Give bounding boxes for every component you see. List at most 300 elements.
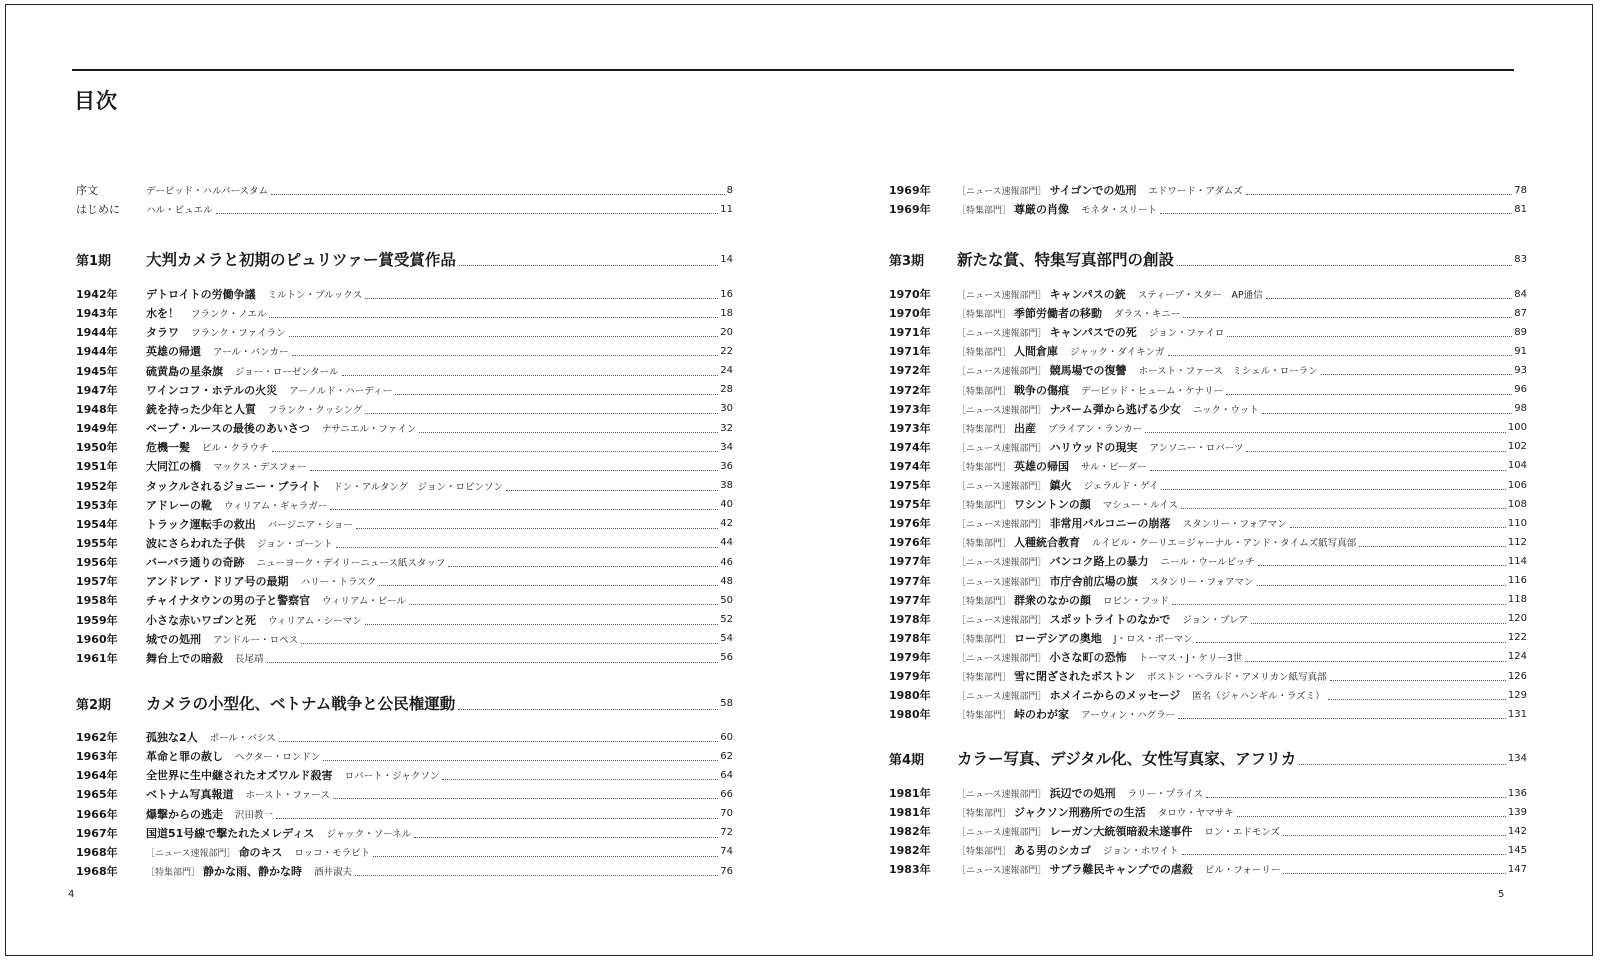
toc-entry (889, 181, 1527, 199)
entry-title: 硫黄島の星条旗 (146, 364, 223, 378)
page-number: 89 (1514, 326, 1527, 338)
entry-text (957, 649, 1242, 665)
dot-leader (1161, 480, 1505, 490)
entry-title: 群衆のなかの顔 (1014, 593, 1092, 607)
entry-text (146, 439, 269, 455)
entry-text (957, 420, 1142, 436)
entry-year: 1968年 (76, 865, 118, 879)
category-tag: ［特集部門］ (957, 424, 1012, 435)
toc-entry (76, 457, 733, 475)
category-tag: ［ニュース速報部門］ (146, 848, 236, 859)
entry-year: 1972年 (889, 364, 931, 378)
entry-year: 1973年 (889, 421, 931, 435)
entry-year: 1982年 (889, 844, 931, 858)
category-tag: ［ニュース速報部門］ (957, 520, 1047, 531)
dot-leader (276, 809, 718, 819)
entry-credit: ホースト・ファース ミシェル・ローラン (1138, 366, 1318, 378)
page-number: 66 (720, 788, 733, 800)
entry-title: サブラ難民キャンプでの虐殺 (1049, 863, 1193, 877)
entry-text (957, 458, 1147, 474)
category-tag: ［特集部門］ (957, 206, 1012, 217)
entry-year: 1950年 (76, 441, 118, 455)
entry-text (957, 785, 1203, 801)
page-number: 11 (720, 203, 733, 215)
entry-year: 1955年 (76, 536, 118, 550)
entry-text (146, 305, 266, 321)
section-title: 新たな賞、特集写真部門の創設 (957, 251, 1175, 269)
dot-leader (310, 461, 719, 471)
entry-credit: ハル・ビュエル (146, 205, 213, 216)
section-label: 第2期 (76, 697, 112, 713)
entry-credit: 沢田教一 (235, 809, 274, 821)
category-tag: ［特集部門］ (957, 386, 1012, 397)
category-tag: ［特集部門］ (957, 501, 1012, 512)
page-number: 20 (720, 326, 733, 338)
section-title: 大判カメラと初期のピュリツァー賞受賞作品 (146, 251, 456, 269)
section-label: 第3期 (889, 253, 925, 269)
front-matter-row (76, 200, 733, 218)
entry-text (957, 592, 1169, 608)
page-number: 54 (720, 633, 733, 645)
entry-year: 1949年 (76, 422, 118, 436)
entry-year: 1953年 (76, 498, 118, 512)
entry-year: 1948年 (76, 402, 118, 416)
dot-leader (1266, 289, 1513, 299)
entry-text (146, 786, 330, 802)
section-heading (889, 247, 1527, 271)
entry-year: 1979年 (889, 670, 931, 683)
entry-title: 静かな雨、静かな時 (203, 865, 303, 879)
entry-title: 舞台上での暗殺 (146, 651, 223, 665)
entry-title: 全世界に生中継されたオズワルド殺害 (146, 769, 333, 783)
dot-leader (1246, 185, 1513, 195)
front-label: はじめに (76, 203, 120, 216)
toc-entry (76, 342, 733, 360)
dot-leader (216, 204, 719, 214)
entry-text (957, 362, 1318, 378)
entry-credit: スタンリー・フォアマン (1149, 576, 1254, 588)
entry-year: 1942年 (76, 288, 118, 301)
entry-title: 人間倉庫 (1014, 345, 1059, 359)
entry-text (957, 534, 1356, 550)
toc-entry (76, 630, 733, 648)
dot-leader (1145, 423, 1506, 433)
section-heading (889, 746, 1527, 770)
entry-title: ある男のシカゴ (1014, 844, 1092, 858)
dot-leader (292, 346, 719, 356)
entry-year: 1943年 (76, 307, 118, 321)
entry-title: バーバラ通りの奇跡 (146, 556, 245, 570)
entry-year: 1966年 (76, 807, 118, 821)
entry-title: スポットライトのなかで (1049, 612, 1171, 626)
category-tag: ［ニュース速報部門］ (957, 443, 1047, 454)
dot-leader (1246, 442, 1506, 452)
toc-entry (889, 610, 1527, 628)
toc-entry (76, 649, 733, 667)
entry-credit: エドワード・アダムズ (1148, 186, 1243, 197)
entry-text (146, 202, 213, 216)
entry-text (957, 182, 1243, 198)
entry-title: 人種統合教育 (1014, 536, 1081, 550)
dot-leader (1290, 518, 1506, 528)
entry-credit: ジャック・ソーネル (326, 828, 412, 840)
toc-entry (76, 534, 733, 552)
entry-text (957, 553, 1255, 569)
page-number: 112 (1507, 536, 1527, 548)
toc-entry (889, 495, 1527, 513)
entry-text (957, 286, 1263, 302)
entry-title: ハリウッドの現実 (1049, 440, 1138, 454)
page-number: 38 (720, 480, 733, 491)
toc-entry (76, 400, 733, 418)
dot-leader (1283, 826, 1506, 836)
toc-entry (889, 200, 1527, 218)
page-number: 16 (720, 288, 733, 300)
toc-entry (76, 553, 733, 571)
page-number: 22 (720, 345, 733, 357)
entry-year: 1970年 (889, 288, 931, 301)
entry-text (146, 631, 298, 647)
category-tag: ［特集部門］ (957, 539, 1012, 550)
dot-leader (333, 789, 718, 799)
page-number: 110 (1507, 517, 1527, 529)
entry-credit: アーノルド・ハーディー (289, 385, 393, 397)
entry-text (146, 497, 327, 513)
entry-credit: マシュー・ルイス (1102, 500, 1178, 512)
dot-leader (1177, 253, 1512, 266)
page-number: 114 (1507, 555, 1527, 567)
section-label: 第1期 (76, 253, 112, 269)
dot-leader (1181, 499, 1506, 509)
page-number: 24 (720, 365, 733, 377)
toc-entry (889, 803, 1527, 821)
category-tag: ［特集部門］ (957, 711, 1012, 722)
category-tag: ［特集部門］ (957, 348, 1012, 359)
entry-title: 出産 (1014, 421, 1037, 435)
dot-leader (365, 404, 718, 414)
toc-spread (5, 4, 1593, 956)
page-number: 78 (1514, 184, 1527, 196)
entry-text (146, 592, 406, 608)
entry-title: アンドレア・ドリア号の最期 (146, 575, 289, 589)
entry-title: 大同江の橋 (146, 460, 201, 474)
entry-credit: スタンリー・フォアマン (1182, 519, 1287, 531)
toc-entry (889, 381, 1527, 399)
toc-entry (76, 381, 733, 399)
entry-text (957, 343, 1165, 359)
page-number: 72 (720, 827, 733, 839)
top-rule (72, 69, 1514, 71)
category-tag: ［特集部門］ (957, 596, 1012, 607)
toc-entry (76, 419, 733, 437)
entry-text (957, 401, 1259, 417)
toc-entry (889, 361, 1527, 379)
entry-text (146, 767, 439, 783)
toc-entry (76, 728, 733, 746)
entry-credit: ヘクター・ロンドン (235, 752, 321, 764)
page-number: 28 (720, 384, 733, 396)
page-number: 104 (1507, 460, 1527, 472)
dot-leader (1178, 709, 1506, 719)
dot-leader (506, 481, 718, 491)
entry-year: 1978年 (889, 631, 931, 645)
page-number: 44 (720, 537, 733, 549)
entry-credit: ダラス・キニー (1114, 309, 1181, 321)
dot-leader (442, 770, 718, 780)
page-number: 91 (1514, 345, 1527, 357)
entry-title: 市庁舎前広場の旗 (1049, 574, 1138, 588)
entry-credit: ロビン・フッド (1103, 595, 1169, 607)
entry-text (957, 324, 1224, 340)
entry-credit: タロウ・ヤマサキ (1157, 808, 1234, 820)
toc-entry (889, 323, 1527, 341)
toc-entry (76, 477, 733, 495)
entry-title: バンコク路上の暴力 (1049, 555, 1149, 569)
entry-credit: ウィリアム・ギャラガー (224, 500, 328, 512)
dot-leader (458, 697, 718, 710)
dot-leader (1182, 845, 1506, 855)
entry-credit: デービッド・ハルバースタム (146, 186, 268, 197)
dot-leader (271, 185, 725, 195)
dot-leader (1172, 595, 1506, 605)
entry-title: 非常用バルコニーの崩落 (1049, 517, 1171, 531)
entry-text (146, 363, 339, 379)
entry-year: 1970年 (889, 307, 931, 321)
entry-year: 1976年 (889, 536, 931, 550)
category-tag: ［特集部門］ (957, 673, 1012, 683)
page-number: 48 (720, 575, 733, 587)
dot-leader (409, 595, 718, 605)
toc-entry (889, 648, 1527, 666)
toc-entry (889, 457, 1527, 475)
entry-year: 1971年 (889, 345, 931, 359)
entry-year: 1947年 (76, 383, 118, 397)
entry-credit: ビル・フォーリー (1204, 865, 1281, 877)
dot-leader (414, 828, 718, 838)
section-title: カラー写真、デジタル化、女性写真家、アフリカ (957, 750, 1297, 768)
toc-entry (889, 514, 1527, 532)
entry-text (146, 863, 352, 879)
toc-entry (889, 419, 1527, 437)
entry-title: 英雄の帰還 (146, 345, 201, 359)
entry-year: 1945年 (76, 364, 118, 378)
entry-title: 銃を持った少年と人質 (146, 402, 256, 416)
entry-year: 1961年 (76, 651, 118, 665)
entry-year: 1972年 (889, 383, 931, 397)
page-number: 56 (720, 652, 733, 664)
page-number: 139 (1507, 806, 1527, 818)
entry-text (957, 823, 1280, 839)
entry-title: 命のキス (238, 845, 283, 859)
entry-title: ワシントンの顔 (1014, 498, 1091, 512)
page-number: 116 (1507, 575, 1527, 586)
toc-entry (889, 822, 1527, 840)
category-tag: ［ニュース速報部門］ (957, 367, 1047, 378)
toc-entry (76, 515, 733, 533)
entry-credit: ミルトン・ブルックス (267, 290, 363, 301)
entry-year: 1957年 (76, 575, 118, 589)
entry-title: 波にさらわれた子供 (146, 536, 245, 550)
toc-entry (889, 705, 1527, 723)
section-heading (76, 247, 733, 271)
page-number: 76 (720, 865, 733, 877)
dot-leader (1150, 461, 1506, 471)
dot-leader (379, 576, 718, 586)
page-number: 147 (1507, 863, 1527, 875)
page-number: 106 (1507, 479, 1527, 491)
dot-leader (1283, 864, 1505, 874)
entry-year: 1975年 (889, 498, 931, 512)
dot-leader (301, 634, 718, 644)
toc-entry (76, 362, 733, 380)
entry-credit: ハリー・トラスク (300, 577, 377, 589)
entry-year: 1967年 (76, 826, 118, 840)
page-number: 120 (1507, 613, 1527, 625)
toc-entry (889, 552, 1527, 570)
entry-title: 尊厳の肖像 (1014, 203, 1070, 217)
entry-text (957, 305, 1180, 321)
dot-leader (1328, 690, 1506, 700)
page-number: 136 (1507, 787, 1527, 799)
entry-credit: 長尾靖 (235, 653, 264, 665)
entry-year: 1952年 (76, 479, 118, 493)
entry-credit: ビル・クラウチ (202, 443, 269, 455)
toc-entry (889, 860, 1527, 878)
entry-year: 1958年 (76, 594, 118, 608)
category-tag: ［ニュース速報部門］ (957, 291, 1047, 301)
toc-entry (889, 476, 1527, 494)
entry-year: 1980年 (889, 689, 931, 703)
entry-credit: ジェラルド・ゲイ (1083, 481, 1159, 492)
category-tag: ［特集部門］ (957, 310, 1012, 321)
entry-year: 1962年 (76, 731, 118, 744)
dot-leader (1196, 633, 1506, 643)
entry-title: キャンパスの銃 (1049, 288, 1126, 301)
page-number: 96 (1514, 384, 1527, 395)
entry-year: 1974年 (889, 459, 931, 473)
dot-leader (1226, 385, 1512, 395)
page-number: 134 (1507, 752, 1527, 764)
dot-leader (355, 866, 718, 876)
category-tag: ［特集部門］ (957, 809, 1012, 820)
entry-text (146, 554, 445, 570)
dot-leader (1251, 614, 1506, 624)
entry-text (957, 706, 1175, 722)
entry-credit: ドン・アルタング ジョン・ロビンソン (333, 481, 503, 493)
entry-year: 1981年 (889, 806, 931, 820)
entry-year: 1980年 (889, 708, 931, 722)
entry-credit: ニック・ウット (1192, 404, 1259, 416)
dot-leader (289, 327, 719, 337)
page-number: 60 (720, 731, 733, 743)
entry-year: 1969年 (889, 203, 931, 217)
entry-text (957, 630, 1193, 646)
entry-text (146, 844, 370, 860)
entry-title: アドレーの靴 (146, 498, 212, 512)
toc-entry (76, 747, 733, 765)
category-tag: ［特集部門］ (146, 868, 201, 879)
entry-title: ジャクソン刑務所での生活 (1014, 806, 1146, 820)
entry-year: 1977年 (889, 555, 931, 569)
entry-title: 危機一髪 (146, 441, 190, 455)
entry-year: 1974年 (889, 440, 931, 454)
page-number: 145 (1507, 844, 1527, 856)
entry-text (146, 612, 362, 628)
dot-leader (272, 442, 719, 452)
entry-year: 1981年 (889, 787, 931, 800)
page-number: 83 (1514, 253, 1527, 265)
category-tag: ［ニュース速報部門］ (957, 577, 1047, 588)
entry-year: 1944年 (76, 345, 118, 359)
toc-entry (76, 785, 733, 803)
entry-credit: サル・ビーダー (1081, 461, 1147, 473)
page-number: 40 (720, 499, 733, 511)
entry-credit: ボストン・ヘラルド・アメリカン紙写真部 (1147, 672, 1327, 683)
entry-title: 峠のわが家 (1014, 708, 1070, 722)
entry-text (957, 439, 1243, 455)
entry-title: ローデシアの奥地 (1014, 631, 1102, 645)
dot-leader (365, 615, 719, 625)
section-title: カメラの小型化、ベトナム戦争と公民権運動 (146, 695, 456, 713)
dot-leader (1227, 327, 1512, 337)
entry-text (146, 343, 289, 359)
category-tag: ［特集部門］ (957, 847, 1012, 858)
entry-title: 競馬場での復讐 (1049, 364, 1127, 378)
entry-text (146, 458, 307, 474)
entry-year: 1969年 (889, 184, 931, 197)
dot-leader (336, 538, 719, 548)
entry-credit: ラリー・プライス (1127, 789, 1204, 800)
dot-leader (1262, 404, 1512, 414)
entry-title: 英雄の帰国 (1014, 459, 1070, 473)
entry-title: 浜辺での処刑 (1049, 787, 1116, 800)
entry-year: 1944年 (76, 326, 118, 340)
category-tag: ［ニュース速報部門］ (957, 615, 1047, 626)
entry-credit: ジョン・ブレア (1182, 614, 1249, 626)
toc-entry (76, 766, 733, 784)
entry-title: デトロイトの労働争議 (146, 288, 256, 301)
entry-year: 1976年 (889, 517, 931, 531)
page-number-right: 5 (1498, 889, 1505, 900)
entry-title: 鎮火 (1049, 479, 1072, 492)
entry-text (146, 535, 333, 551)
entry-year: 1960年 (76, 632, 118, 646)
toc-entry (76, 843, 733, 861)
dot-leader (269, 308, 718, 318)
category-tag: ［ニュース速報部門］ (957, 653, 1047, 664)
dot-leader (1245, 652, 1505, 662)
entry-text (146, 401, 362, 417)
category-tag: ［ニュース速報部門］ (957, 187, 1047, 197)
dot-leader (1257, 576, 1506, 586)
toc-entry (76, 285, 733, 303)
entry-text (957, 842, 1179, 858)
toc-entry (76, 805, 733, 823)
page-number: 64 (720, 769, 733, 781)
toc-entry (889, 400, 1527, 418)
dot-leader (419, 423, 718, 433)
category-tag: ［特集部門］ (957, 462, 1012, 473)
toc-entry (889, 841, 1527, 859)
page-number: 93 (1514, 364, 1527, 376)
entry-title: 爆撃からの逃走 (146, 807, 223, 821)
entry-credit: バージニア・ショー (267, 519, 353, 531)
page-number: 58 (720, 697, 733, 709)
entry-title: ベーブ・ルースの最後のあいさつ (146, 422, 310, 436)
front-label: 序文 (76, 184, 98, 197)
entry-credit: ジョン・ホワイト (1103, 846, 1179, 858)
dot-leader (1299, 752, 1506, 765)
